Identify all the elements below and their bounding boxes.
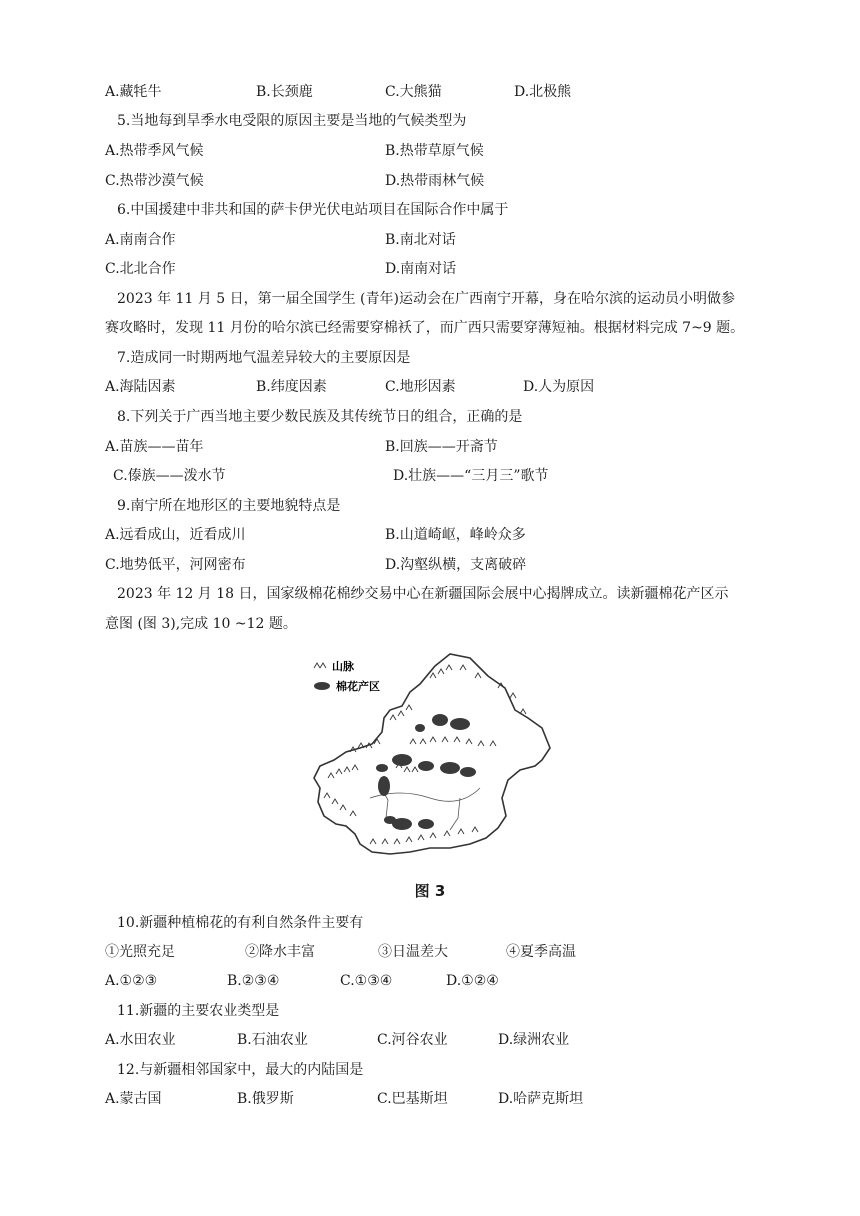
q9-option-b: B.山道崎岖，峰岭众多 — [385, 527, 526, 543]
q6-stem: 6.中国援建中非共和国的萨卡伊光伏电站项目在国际合作中属于 — [117, 202, 509, 218]
legend-cotton-symbol — [314, 682, 330, 690]
q4-option-d: D.北极熊 — [514, 84, 572, 100]
cotton-areas — [376, 714, 476, 830]
q10-option-b: B.②③④ — [227, 973, 280, 989]
q12-option-a: A.蒙古国 — [105, 1091, 162, 1107]
q5-option-c: C.热带沙漠气候 — [105, 173, 204, 189]
q10-condition-1: ①光照充足 — [105, 944, 175, 960]
q7-stem: 7.造成同一时期两地气温差异较大的主要原因是 — [117, 350, 411, 366]
material2-line1: 2023 年 11 月 5 日，第一届全国学生 (青年)运动会在广西南宁开幕，身在哈尔滨的运动员小明做参 — [117, 291, 735, 307]
q12-stem: 12.与新疆相邻国家中，最大的内陆国是 — [117, 1062, 364, 1078]
q5-option-d: D.热带雨林气候 — [385, 173, 485, 189]
q9-option-a: A.远看成山，近看成川 — [105, 527, 246, 543]
legend-mountain-symbol — [314, 663, 326, 668]
q10-option-c: C.①③④ — [340, 973, 393, 989]
q12-option-d: D.哈萨克斯坦 — [498, 1091, 584, 1107]
q4-option-b: B.长颈鹿 — [256, 84, 313, 100]
q11-stem: 11.新疆的主要农业类型是 — [117, 1003, 280, 1019]
q10-condition-2: ②降水丰富 — [245, 944, 315, 960]
q8-option-b: B.回族——开斋节 — [385, 439, 498, 455]
q10-stem: 10.新疆种植棉花的有利自然条件主要有 — [117, 915, 364, 931]
q11-option-c: C.河谷农业 — [377, 1032, 448, 1048]
q10-condition-3: ③日温差大 — [378, 944, 448, 960]
q6-option-b: B.南北对话 — [385, 232, 456, 248]
legend-mountain-label: 山脉 — [332, 660, 354, 673]
q8-option-a: A.苗族——苗年 — [105, 439, 204, 455]
q12-option-c: C.巴基斯坦 — [377, 1091, 448, 1107]
q7-option-a: A.海陆因素 — [105, 379, 176, 395]
figure-caption: 图 3 — [414, 882, 446, 900]
q10-option-a: A.①②③ — [105, 973, 158, 989]
q6-option-a: A.南南合作 — [105, 232, 176, 248]
q11-option-d: D.绿洲农业 — [498, 1032, 570, 1048]
q5-option-b: B.热带草原气候 — [385, 143, 484, 159]
material3-line1: 2023 年 12 月 18 日，国家级棉花棉纱交易中心在新疆国际会展中心揭牌成立。读新疆棉花产区示 — [117, 586, 729, 602]
q9-option-c: C.地势低平，河网密布 — [105, 557, 246, 573]
map-legend — [314, 659, 380, 693]
legend-cotton-label: 棉花产区 — [336, 680, 380, 693]
map-svg — [310, 648, 560, 870]
q4-option-a: A.藏牦牛 — [105, 84, 162, 100]
q5-option-a: A.热带季风气候 — [105, 143, 204, 159]
q11-option-a: A.水田农业 — [105, 1032, 176, 1048]
q8-option-c: C.傣族——泼水节 — [113, 468, 226, 484]
xinjiang-cotton-map — [310, 648, 560, 870]
q6-option-d: D.南南对话 — [385, 261, 457, 277]
q7-option-d: D.人为原因 — [523, 379, 595, 395]
q7-option-b: B.纬度因素 — [256, 379, 327, 395]
q8-stem: 8.下列关于广西当地主要少数民族及其传统节日的组合，正确的是 — [117, 409, 523, 425]
q10-condition-4: ④夏季高温 — [506, 944, 576, 960]
q8-option-d: D.壮族——“三月三”歌节 — [393, 468, 549, 484]
material3-line2: 意图 (图 3),完成 10 ~12 题。 — [105, 616, 297, 632]
material2-line2: 赛攻略时，发现 11 月份的哈尔滨已经需要穿棉袄了，而广西只需要穿薄短袖。根据材料完成 7~9 题。 — [105, 320, 745, 336]
q5-stem: 5.当地每到旱季水电受限的原因主要是当地的气候类型为 — [117, 113, 467, 129]
q12-option-b: B.俄罗斯 — [237, 1091, 294, 1107]
q9-option-d: D.沟壑纵横，支离破碎 — [385, 557, 527, 573]
q4-option-c: C.大熊猫 — [385, 84, 442, 100]
q10-option-d: D.①②④ — [446, 973, 499, 989]
q9-stem: 9.南宁所在地形区的主要地貌特点是 — [117, 498, 341, 514]
q7-option-c: C.地形因素 — [385, 379, 456, 395]
q11-option-b: B.石油农业 — [237, 1032, 308, 1048]
q6-option-c: C.北北合作 — [105, 261, 176, 277]
